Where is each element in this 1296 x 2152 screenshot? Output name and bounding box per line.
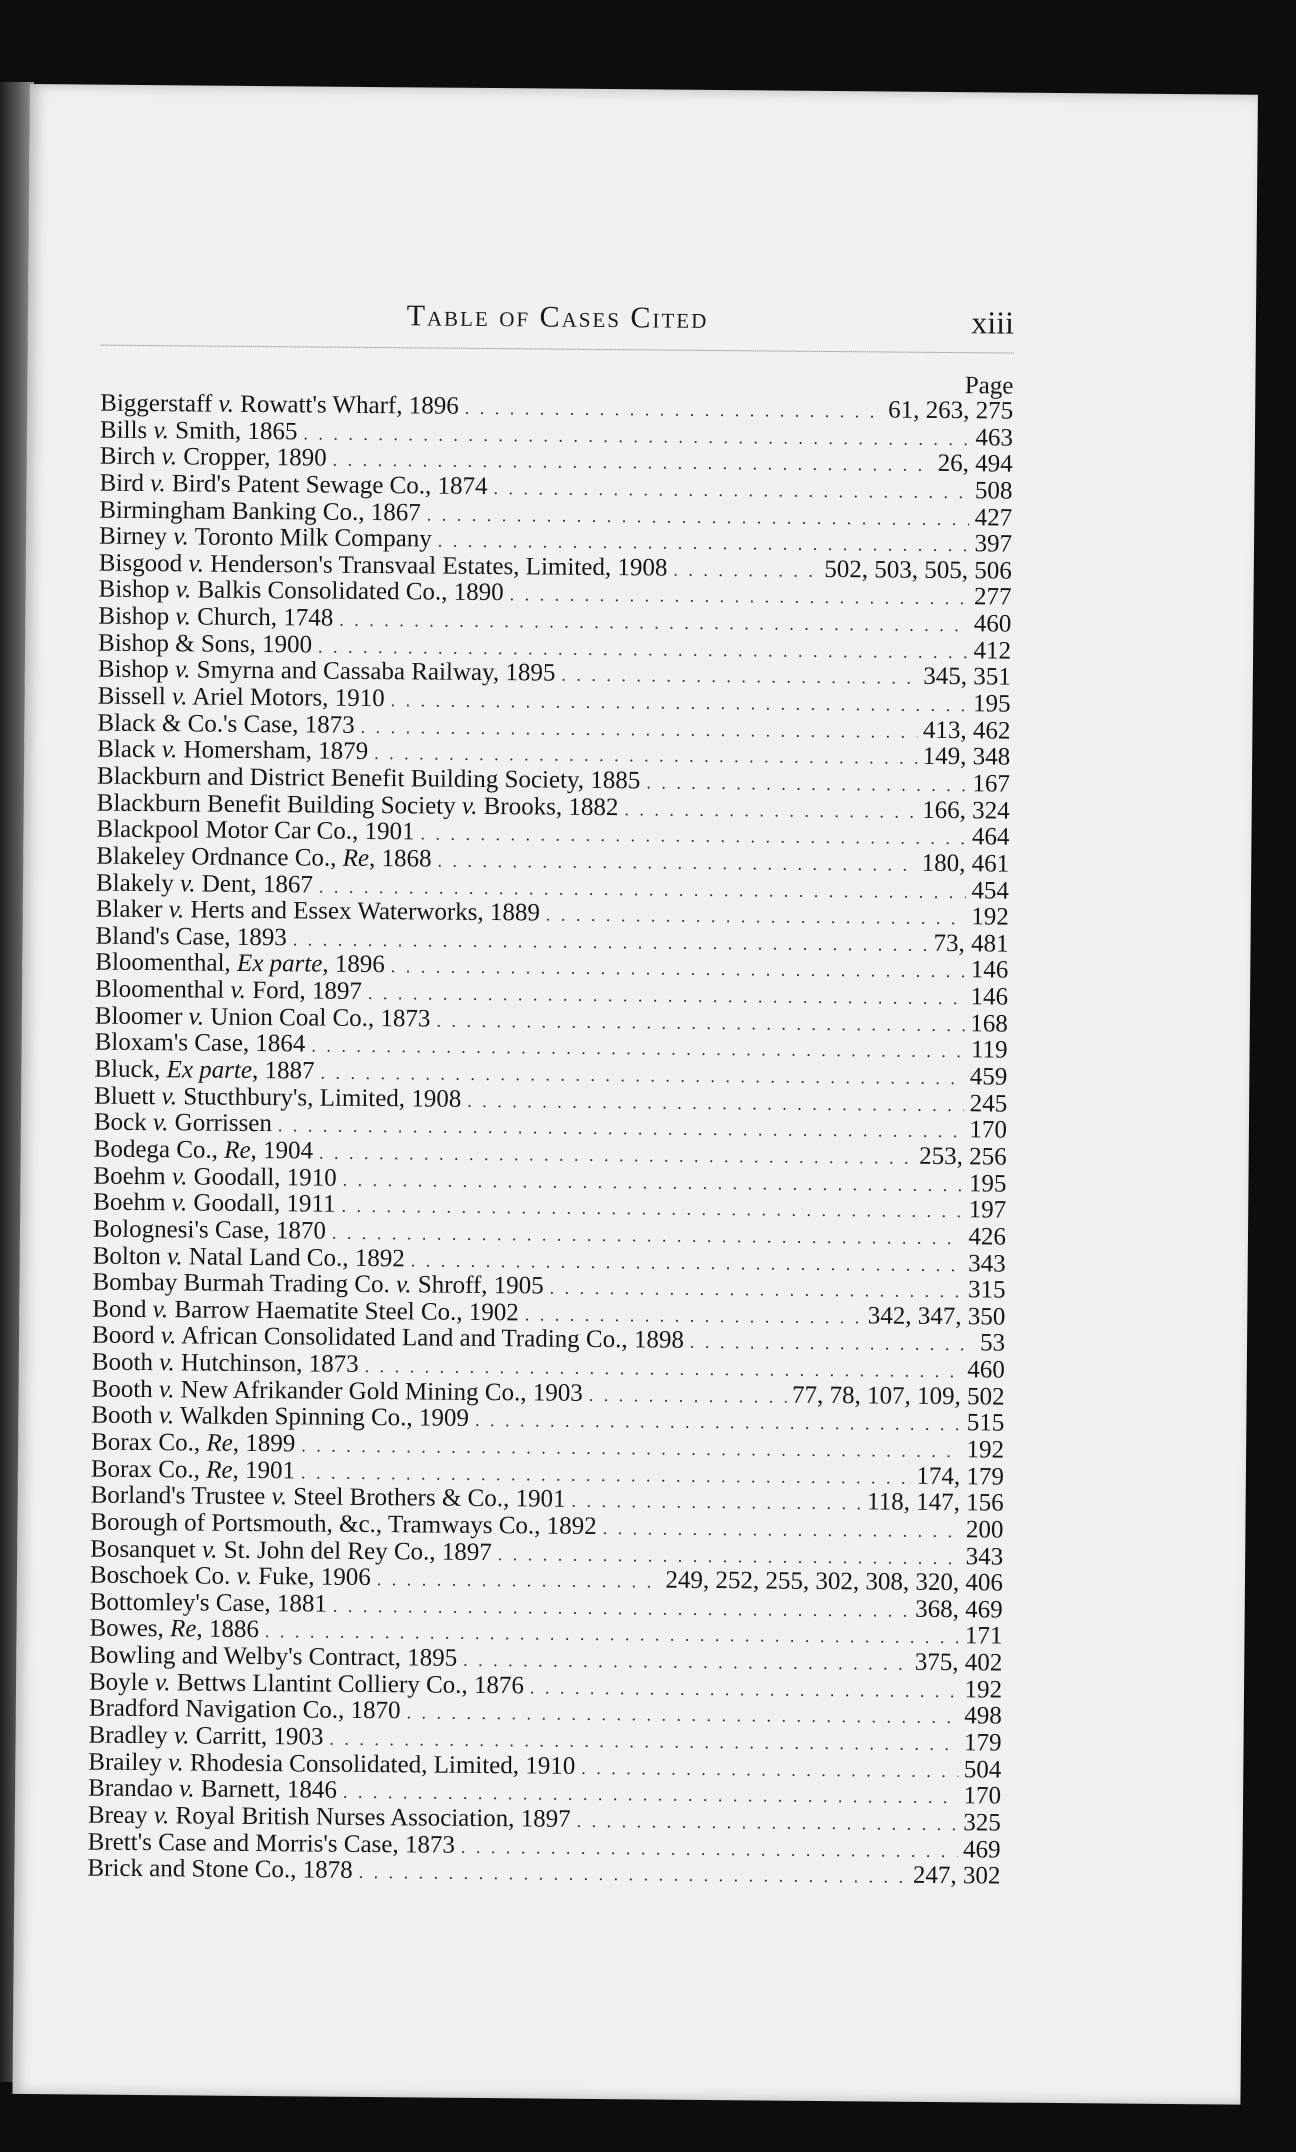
page-references: 508 — [974, 477, 1013, 505]
dot-leader — [624, 796, 916, 825]
page-references: 343 — [968, 1249, 1006, 1278]
page-references: 502, 503, 505, 506 — [824, 555, 1012, 585]
page-references: 460 — [967, 1356, 1005, 1384]
case-name: Bluck, Ex parte, 1887 — [94, 1055, 315, 1085]
page-references: 412 — [973, 637, 1012, 665]
case-name: Birney v. Toronto Milk Company — [98, 522, 432, 553]
page-references: 77, 78, 107, 109, 502 — [791, 1381, 1005, 1411]
case-name: Bradford Navigation Co., 1870 — [88, 1694, 401, 1725]
dot-leader — [690, 1329, 974, 1358]
page-references: 26, 494 — [937, 450, 1013, 478]
case-name: Borland's Trustee v. Steel Brothers & Co., 1901 — [90, 1481, 566, 1513]
dot-leader — [377, 1566, 660, 1595]
page-references: 174, 179 — [916, 1462, 1005, 1491]
case-name: Bombay Burmah Trading Co. v. Shroff, 1905 — [92, 1268, 544, 1300]
case-name: Bissell v. Ariel Motors, 1910 — [97, 682, 385, 713]
dot-leader — [603, 1515, 960, 1545]
case-name: Booth v. Hutchinson, 1873 — [91, 1348, 359, 1378]
dot-leader — [571, 1488, 861, 1517]
page-references: 166, 324 — [922, 796, 1010, 825]
case-name: Borax Co., Re, 1899 — [91, 1428, 296, 1458]
page-references: 119 — [970, 1036, 1008, 1064]
page-references: 368, 469 — [915, 1595, 1003, 1624]
page-references: 61, 263, 275 — [888, 396, 1014, 425]
dot-leader — [475, 1407, 961, 1438]
case-list — [87, 391, 1013, 1891]
page-references: 249, 252, 255, 302, 308, 320, 406 — [665, 1566, 1004, 1597]
page-references: 463 — [975, 423, 1014, 452]
book-page — [12, 84, 1257, 2105]
case-name: Booth v. New Afrikander Gold Mining Co., 1903 — [91, 1375, 583, 1407]
case-name: Bluett v. Stucthbury's, Limited, 1908 — [94, 1082, 462, 1113]
dot-leader — [293, 926, 928, 958]
page-references: 515 — [966, 1409, 1005, 1437]
page-references: 454 — [971, 876, 1010, 905]
case-name: Brick and Stone Co., 1878 — [87, 1854, 353, 1885]
page-references: 315 — [967, 1276, 1006, 1304]
case-name: Blackpool Motor Car Co., 1901 — [96, 815, 415, 846]
case-name: Bloxam's Case, 1864 — [94, 1028, 306, 1058]
dot-leader — [465, 395, 883, 425]
page-references: 342, 347, 350 — [867, 1302, 1006, 1331]
page-references: 168 — [970, 1009, 1008, 1038]
case-name: Biggerstaff v. Rowatt's Wharf, 1896 — [100, 389, 459, 420]
page-references: 247, 302 — [912, 1862, 1001, 1890]
page-references: 53 — [979, 1329, 1006, 1357]
case-name: Bloomer v. Union Coal Co., 1873 — [94, 1002, 431, 1033]
case-name: Bodega Co., Re, 1904 — [93, 1135, 314, 1165]
case-name: Bowling and Welby's Contract, 1895 — [89, 1641, 458, 1672]
dot-leader — [589, 1382, 787, 1410]
dot-leader — [550, 1275, 963, 1305]
case-name: Brett's Case and Morris's Case, 1873 — [87, 1828, 456, 1859]
case-name: Blackburn Benefit Building Society v. Brooks, 1882 — [96, 789, 619, 821]
dot-leader — [561, 662, 917, 692]
page-column-heading: Page — [964, 372, 1014, 400]
case-name: Blackburn and District Benefit Building Society, 1885 — [96, 762, 641, 795]
page-references: 504 — [963, 1755, 1002, 1784]
case-name: Boehm v. Goodall, 1911 — [93, 1188, 336, 1218]
page-references: 170 — [969, 1116, 1008, 1144]
case-name: Blakely v. Dent, 1867 — [95, 869, 314, 899]
dot-leader — [577, 1808, 958, 1838]
dot-leader — [673, 556, 818, 584]
page-references: 397 — [974, 530, 1013, 558]
page-references: 325 — [963, 1809, 1001, 1837]
case-name: Bland's Case, 1893 — [95, 922, 287, 952]
page-references: 464 — [971, 823, 1010, 851]
page-references: 253, 256 — [919, 1142, 1007, 1171]
page-references: 345, 351 — [923, 663, 1011, 691]
case-name: Bond v. Barrow Haematite Steel Co., 1902 — [92, 1295, 519, 1327]
case-name: Bock v. Gorrissen — [93, 1108, 273, 1138]
case-name: Breay v. Royal British Nurses Association, 1897 — [87, 1801, 571, 1833]
dot-leader — [646, 769, 966, 798]
page-references: 427 — [974, 503, 1013, 532]
page-references: 195 — [968, 1169, 1007, 1198]
case-name: Black & Co.'s Case, 1873 — [97, 709, 355, 739]
page-references: 146 — [970, 956, 1009, 985]
case-name: Bottomley's Case, 1881 — [89, 1588, 328, 1618]
case-name: Bosanquet v. St. John del Rey Co., 1897 — [90, 1535, 492, 1566]
dot-leader — [493, 475, 969, 506]
page-references: 197 — [968, 1196, 1007, 1224]
case-name: Bishop & Sons, 1900 — [98, 629, 313, 659]
page-references: 171 — [964, 1622, 1003, 1651]
page-references: 118, 147, 156 — [866, 1488, 1004, 1517]
page-references: 180, 461 — [921, 849, 1010, 878]
case-name: Brandao v. Barnett, 1846 — [88, 1774, 338, 1805]
case-name: Bradley v. Carritt, 1903 — [88, 1721, 324, 1751]
page-references: 146 — [970, 983, 1009, 1011]
case-name: Boyle v. Bettws Llantint Colliery Co., 1876 — [88, 1668, 525, 1700]
case-name: Blaker v. Herts and Essex Waterworks, 1889 — [95, 895, 541, 927]
dot-leader — [463, 1647, 909, 1678]
case-name: Bishop v. Smyrna and Cassaba Railway, 1895 — [97, 656, 556, 688]
page-references: 498 — [964, 1702, 1002, 1730]
dot-leader — [510, 582, 969, 613]
page-references: 459 — [969, 1063, 1008, 1091]
case-name: Boehm v. Goodall, 1910 — [93, 1162, 337, 1192]
page-references: 469 — [963, 1835, 1001, 1864]
dot-leader — [359, 1859, 907, 1890]
dot-leader — [530, 1674, 959, 1704]
case-name: Bolton v. Natal Land Co., 1892 — [92, 1242, 405, 1272]
dot-leader — [437, 847, 915, 878]
case-name: Bolognesi's Case, 1870 — [92, 1215, 327, 1245]
page-references: 170 — [963, 1782, 1002, 1810]
page-references: 149, 348 — [922, 743, 1011, 771]
case-name: Blakeley Ordnance Co., Re, 1868 — [96, 842, 432, 873]
case-name: Bloomenthal, Ex parte, 1896 — [95, 949, 385, 979]
case-name: Brailey v. Rhodesia Consolidated, Limited, 1910 — [88, 1748, 576, 1780]
page-references: 245 — [969, 1089, 1008, 1118]
page-title: Table of Cases Cited — [406, 299, 709, 335]
page-references: 195 — [973, 690, 1011, 718]
page-references: 277 — [973, 583, 1012, 612]
case-name: Birmingham Banking Co., 1867 — [99, 496, 421, 526]
case-name: Bills v. Smith, 1865 — [99, 416, 298, 445]
case-name: Borough of Portsmouth, &c., Tramways Co., 1892 — [90, 1508, 597, 1540]
page-references: 192 — [971, 903, 1009, 931]
dot-leader — [546, 902, 966, 932]
dot-leader — [581, 1755, 958, 1785]
page-references: 460 — [973, 610, 1012, 638]
page-references: 192 — [966, 1436, 1005, 1464]
page-references: 179 — [963, 1729, 1002, 1757]
page-references: 200 — [965, 1516, 1004, 1544]
case-name: Bishop v. Balkis Consolidated Co., 1890 — [98, 576, 504, 607]
case-name: Borax Co., Re, 1901 — [90, 1455, 296, 1484]
case-name: Bisgood v. Henderson's Transvaal Estates, Limited, 1908 — [98, 549, 668, 582]
page-number: xiii — [971, 304, 1015, 341]
case-name: Bowes, Re, 1886 — [89, 1615, 260, 1644]
case-name: Bird v. Bird's Patent Sewage Co., 1874 — [99, 469, 488, 500]
page-references: 343 — [965, 1542, 1004, 1571]
page-references: 413, 462 — [922, 716, 1011, 745]
page-references: 167 — [972, 770, 1011, 798]
case-name: Booth v. Walkden Spinning Co., 1909 — [91, 1401, 470, 1433]
case-name: Bloomenthal v. Ford, 1897 — [94, 975, 363, 1006]
case-name: Black v. Homersham, 1879 — [97, 735, 369, 766]
page-references: 426 — [968, 1223, 1007, 1251]
page-references: 73, 481 — [933, 929, 1009, 958]
page-references: 192 — [964, 1675, 1003, 1704]
case-name: Bishop v. Church, 1748 — [98, 602, 334, 632]
page-references: 375, 402 — [914, 1648, 1003, 1677]
case-name: Boord v. African Consolidated Land and Trading Co., 1898 — [91, 1322, 685, 1355]
case-name: Boschoek Co. v. Fuke, 1906 — [89, 1561, 371, 1592]
case-name: Birch v. Cropper, 1890 — [99, 442, 327, 472]
